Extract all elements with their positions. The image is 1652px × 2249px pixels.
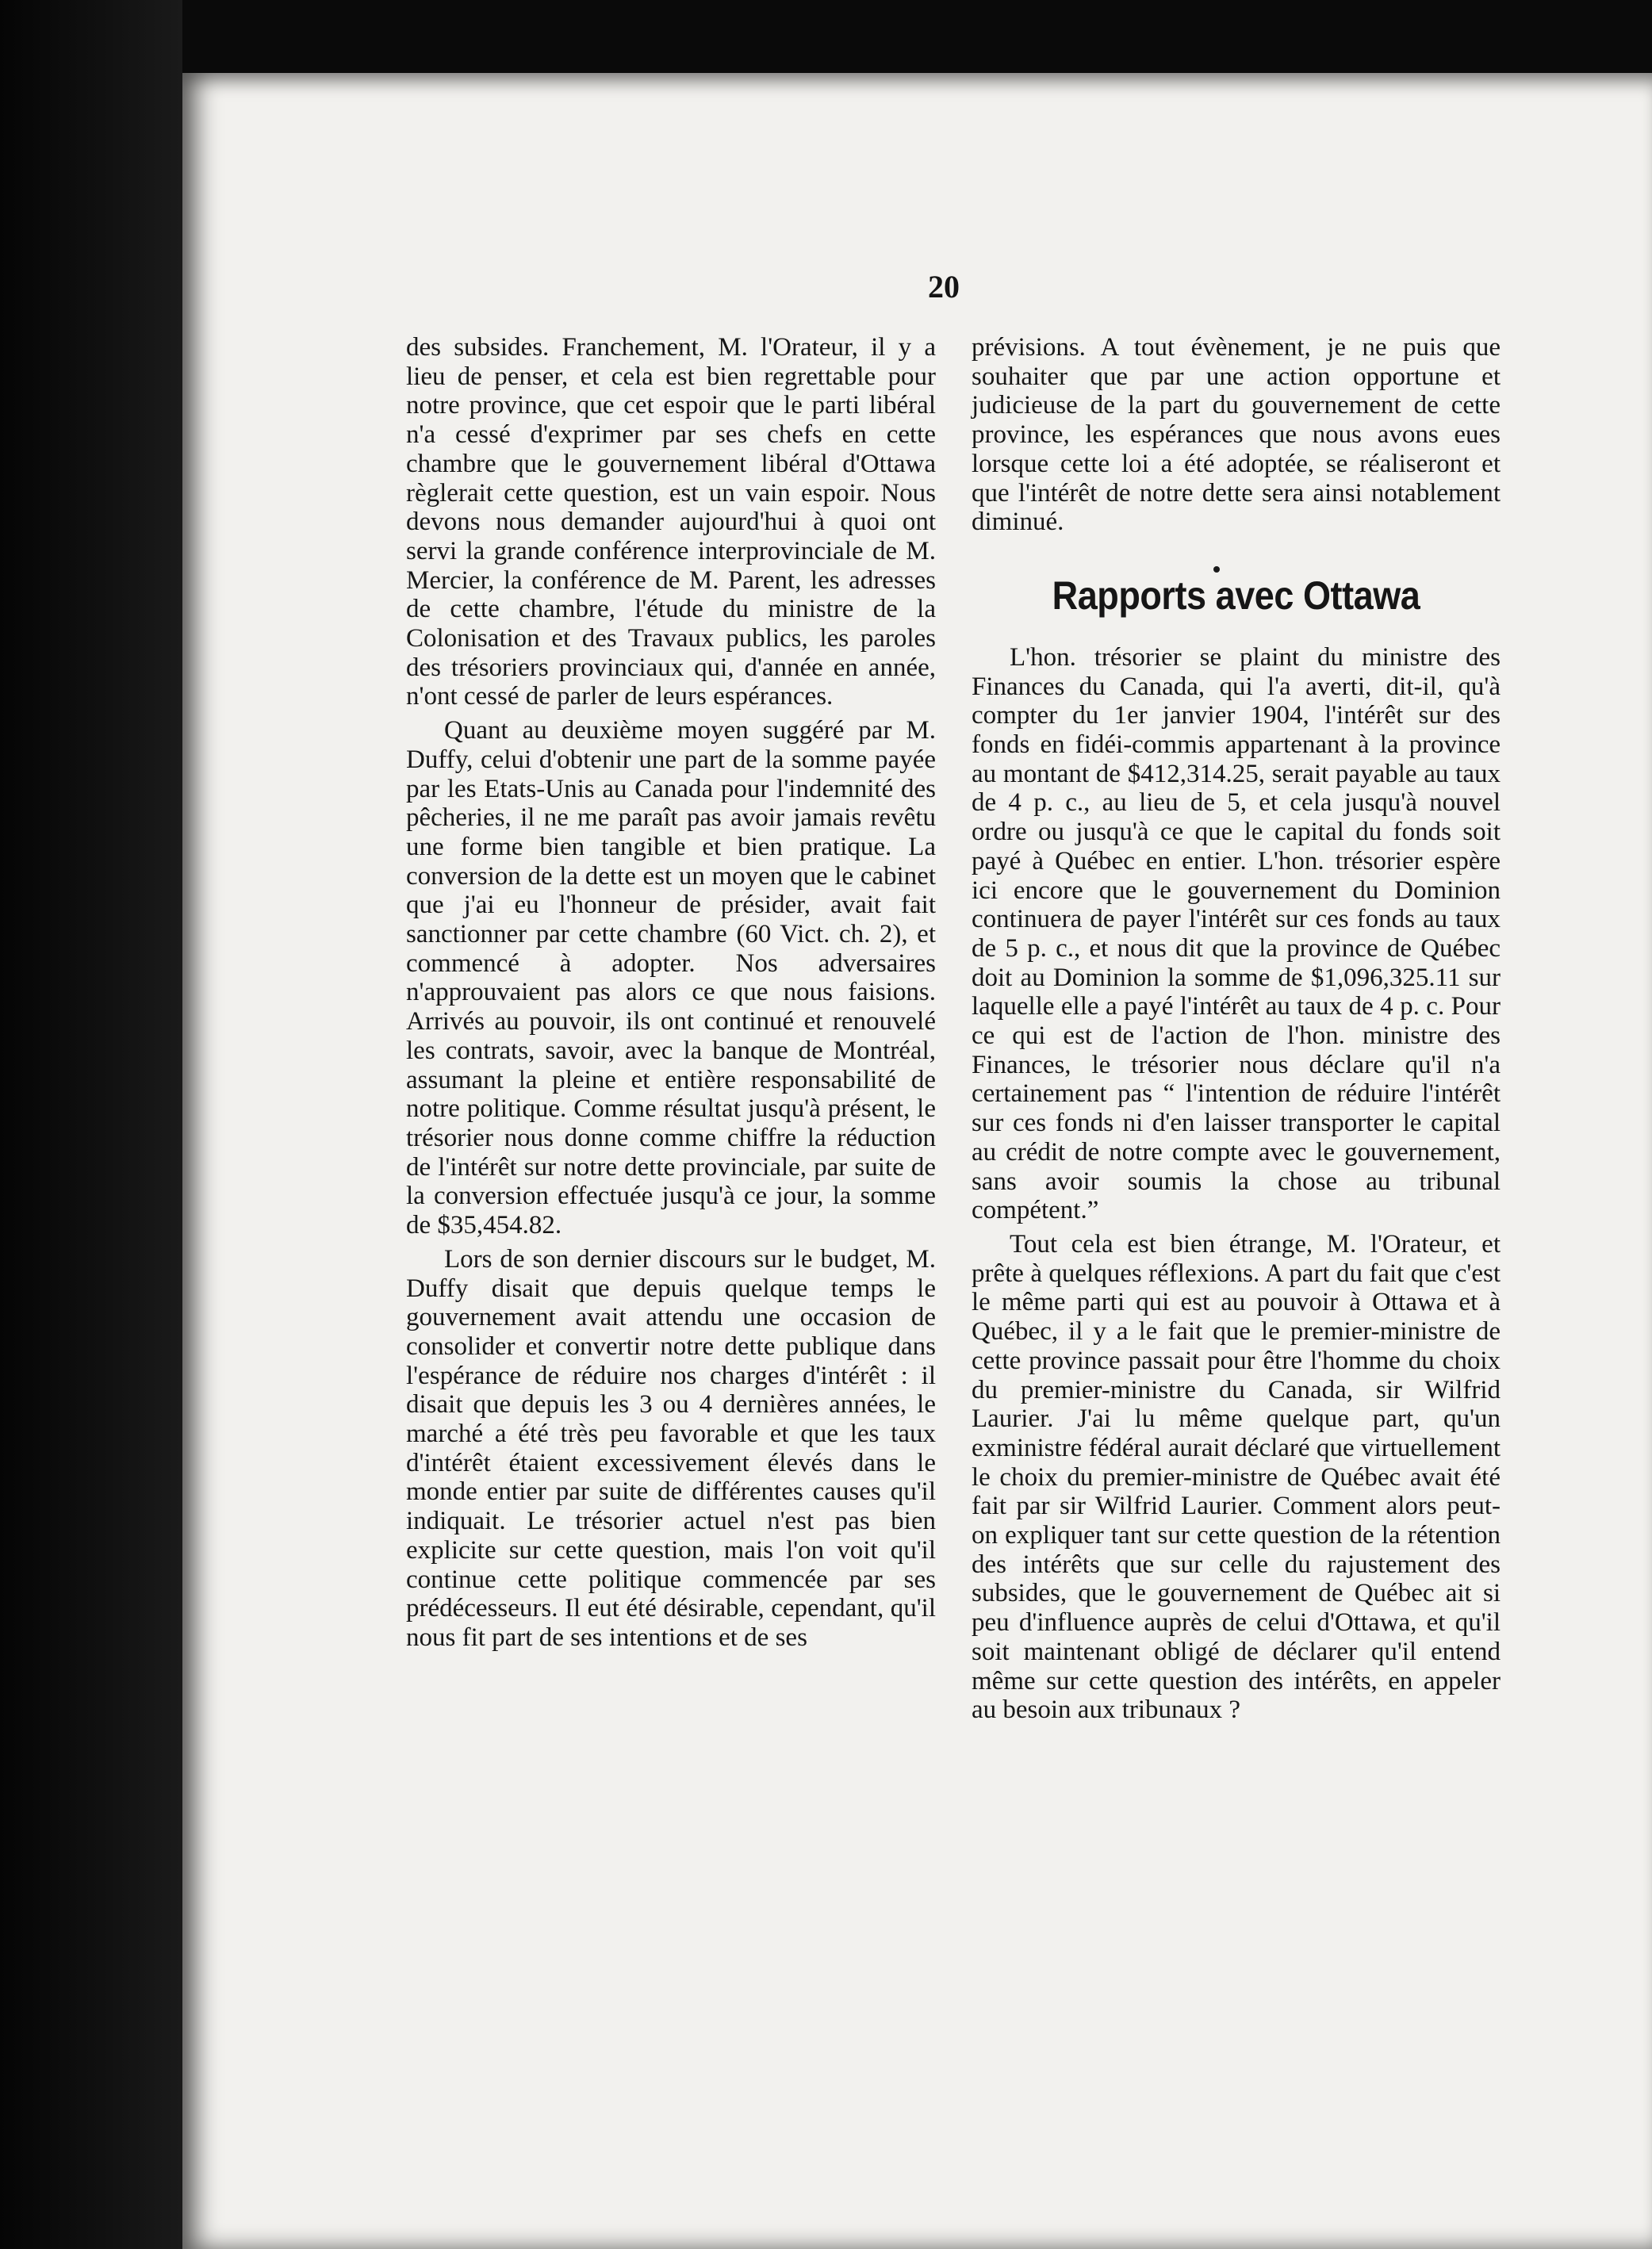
paragraph: Quant au deuxième moyen suggéré par M. Duffy, celui d'obtenir une part de la somme payée par les Etats-Unis au Canada pour l'indemnité des pêcheries, il ne me paraît pas avoir jamais revêtu une forme bien tangible et bien pratique. La conversion de la dette est un moyen que le cabinet que j'ai eu l'honneur de présider, avait fait sanctionner par cette chambre (60 Vict. ch. 2), et commencé à adopter. Nos adversaires n'approuvaient pas alors ce que nous faisions. Arrivés au pouvoir, ils ont continué et renouvelé les contrats, savoir, avec la banque de Montréal, assumant la pleine et entière responsabilité de notre politique. Comme résultat jusqu'à présent, le trésorier nous donne comme chiffre la réduction de l'intérêt sur notre dette provinciale, par suite de la conversion effectuée jusqu'à ce jour, la somme de $35,454.82.: [406, 716, 936, 1240]
ornament-dot: [1213, 566, 1220, 573]
paragraph: prévisions. A tout évènement, je ne puis que souhaiter que par une action opportune et judicieuse de la part du gouvernement de cette province, les espérances que nous avons eues lorsque cette loi a été adoptée, se réaliseront et que l'intérêt de notre dette sera ainsi notablement diminué.: [972, 333, 1501, 537]
page-number: 20: [928, 269, 960, 305]
paragraph: Tout cela est bien étrange, M. l'Orateur, et prête à quelques réflexions. A part du fait que c'est le même parti qui est au pouvoir à Ottawa et à Québec, il y a le fait que le premier-ministre de cette province passait pour être l'homme du choix du premier-ministre du Canada, sir Wilfrid Laurier. J'ai lu même quelque part, qu'un exministre fédéral aurait déclaré que virtuellement le choix du premier-ministre de Québec avait été fait par sir Wilfrid Laurier. Comment alors peut-on expliquer tant sur cette question de la rétention des intérêts que sur celle du rajustement des subsides, que le gouvernement de Québec ait si peu d'influence auprès de celui d'Ottawa, et qu'il soit maintenant obligé de déclarer qu'il entend même sur cette question des intérêts, en appeler au besoin aux tribunaux ?: [972, 1229, 1501, 1725]
paragraph: des subsides. Franchement, M. l'Orateur, il y a lieu de penser, et cela est bien regrettable pour notre province, que cet espoir que le parti libéral n'a cessé d'exprimer par ses chefs en cette chambre que le gouvernement libéral d'Ottawa règlerait cette question, est un vain espoir. Nous devons nous demander aujourd'hui à quoi ont servi la grande conférence interprovinciale de M. Mercier, la conférence de M. Parent, les adresses de cette chambre, l'étude du ministre de la Colonisation et des Travaux publics, les paroles des trésoriers provinciaux qui, d'année en année, n'ont cessé de parler de leurs espérances.: [406, 333, 936, 711]
scan-border: [0, 0, 182, 2249]
left-column: [406, 333, 936, 1653]
paragraph: L'hon. trésorier se plaint du ministre des Finances du Canada, qui l'a averti, dit-il, qu'à compter du 1er janvier 1904, l'intérêt sur des fonds en fidéi-commis appartenant à la province au montant de $412,314.25, serait payable au taux de 4 p. c., au lieu de 5, et cela jusqu'à nouvel ordre ou jusqu'à ce que le capital du fonds soit payé à Québec en entier. L'hon. trésorier espère ici encore que le gouvernement du Dominion continuera de payer l'intérêt sur ces fonds au taux de 5 p. c., et nous dit que la province de Québec doit au Dominion la somme de $1,096,325.11 sur laquelle elle a payé l'intérêt au taux de 4 p. c. Pour ce qui est de l'action de l'hon. ministre des Finances, le trésorier nous déclare qu'il n'a certainement pas “ l'intention de réduire l'intérêt sur ces fonds ni d'en laisser transporter le capital au crédit de notre compte avec le gouvernement, sans avoir soumis la chose au tribunal compétent.”: [972, 642, 1501, 1225]
paragraph: Lors de son dernier discours sur le budget, M. Duffy disait que depuis quelque temps le gouvernement avait attendu une occasion de consolider et convertir notre dette publique dans l'espérance de réduire nos charges d'intérêt : il disait que depuis les 3 ou 4 dernières années, le marché a été très peu favorable et que les taux d'intérêt étaient excessivement élevés dans le monde entier par suite de différentes causes qu'il indiquait. Le trésorier actuel n'est pas bien explicite sur cette question, mais l'on voit qu'il continue cette politique commencée par ses prédécesseurs. Il eut été désirable, cependant, qu'il nous fit part de ses intentions et de ses: [406, 1244, 936, 1652]
right-column: [972, 333, 1501, 1725]
section-heading: Rapports avec Ottawa: [1052, 573, 1420, 618]
